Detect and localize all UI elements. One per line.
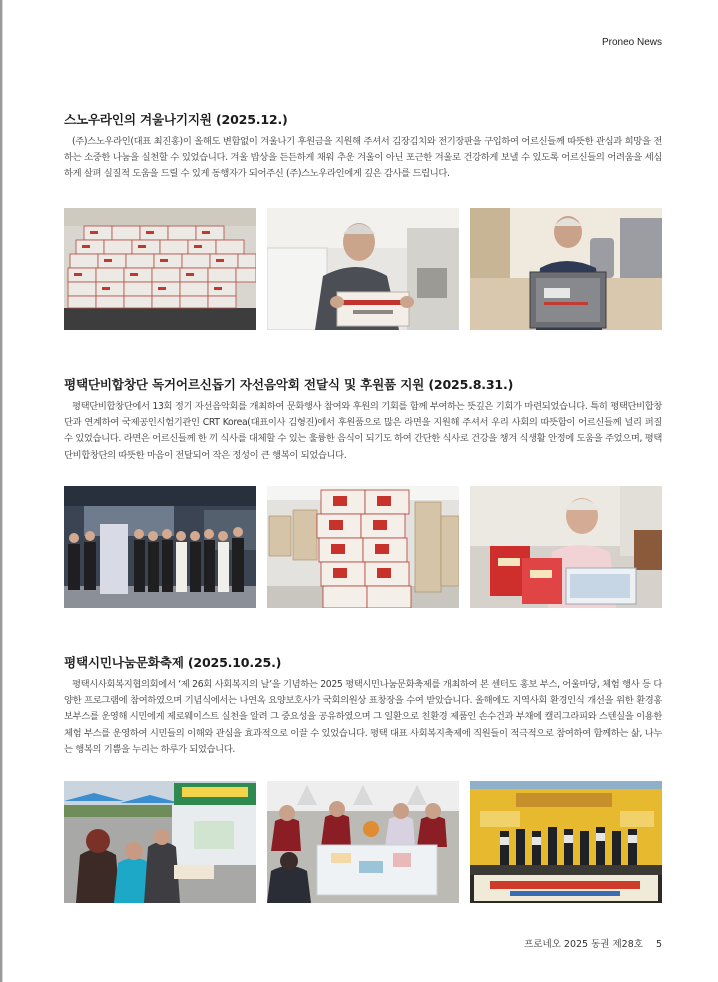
photo-row [64, 486, 662, 608]
stacked-ramen-boxes-photo [267, 486, 459, 608]
page-number: 5 [655, 939, 662, 950]
page-footer [524, 936, 662, 950]
festival-booths-photo [64, 781, 256, 903]
photo-row [64, 208, 662, 330]
article-body: 평택단비합창단에서 13회 정기 자선음악회를 개최하여 문화행사 참여와 후원의 기회를 함께 부여하는 뜻깊은 기회가 마련되었습니다. 특히 평택단비합창단과 연계하여 국제공인시험기관인 CRT Korea(대표이사 김형진)에서 후원품으로 많은 라면을 지원해 주셔서 우리 사회의 따뜻함이 어르신들께 널리 퍼질 수 있었습니다. 라면은 어르신들께 한 끼 식사를 대체할 수 있는 훌륭한 음식이 되기도 하여 간단한 식사로 건강을 챙겨 식생활 안정에 도움을 주었으며, 평택단비합창단의 따뜻한 마음이 전달되어 작은 정성이 큰 행복이 되었습니다. [64, 401, 662, 461]
craft-workshop-photo [267, 781, 459, 903]
article-snowline [64, 109, 662, 183]
elder-with-electric-mat-photo [470, 208, 662, 330]
article-body: 평택시사회복지협의회에서 ‘제 26회 사회복지의 날’을 기념하는 2025 평택시민나눔문화축제를 개최하여 본 센터도 홍보 부스, 어울마당, 체험 행사 등 다양한 프로그램에 참여하였으며 기념식에서는 나연옥 요양보호사가 국회의원상 표창장을 수여 받았습니다. 올해에도 지역사회 환경인식 개선을 위한 환경홍보부스를 운영해 시민에게 제로웨이스트 실천을 알려 그 중요성을 공유하였으며 그 일환으로 친환경 제품인 손수건과 부채에 캘리그라피와 스텐실을 이용한 체험 부스를 운영하여 시민들의 이해와 관심을 효과적으로 이끌 수 있었습니다. 평택 대표 사회복지축제에 직원들이 적극적으로 참여하여 함께하는 삶, 나누는 행복의 기쁨을 누리는 하루가 되었습니다. [64, 679, 662, 755]
stacked-kimchi-boxes-photo [64, 208, 256, 330]
choir-group-photo [64, 486, 256, 608]
publication-name: 프로네오 2025 동권 제28호 [524, 939, 643, 950]
article-body: (주)스노우라인(대표 최진홍)이 올해도 변함없이 겨울나기 후원금을 지원해 주셔서 김장김치와 전기장판을 구입하여 어르신들께 따뜻한 관심과 희망을 전하는 소중한 나눔을 실천할 수 있었습니다. 겨울 밥상을 든든하게 채워 추운 겨울이 아닌 포근한 겨울로 건강하게 보낼 수 있도록 어르신들의 어려움을 세심하게 살펴 실질적 도움을 드릴 수 있게 동행자가 되어주신 (주)스노우라인에게 깊은 감사를 드립니다. [64, 136, 662, 180]
festival-stage-photo [470, 781, 662, 903]
article-title: 스노우라인의 겨울나기지원 (2025.12.) [64, 112, 288, 127]
elder-with-ramen-photo [470, 486, 662, 608]
photo-row [64, 781, 662, 903]
article-title: 평택시민나눔문화축제 (2025.10.25.) [64, 655, 282, 670]
article-title: 평택단비합창단 독거어르신돕기 자선음악회 전달식 및 후원품 지원 (2025.8.31.) [64, 377, 514, 392]
article-danbi-choir [64, 374, 662, 464]
article-citizen-festival [64, 652, 662, 758]
elder-holding-box-photo [267, 208, 459, 330]
page-edge-shadow [2, 0, 3, 982]
running-header: Proneo News [601, 37, 662, 48]
